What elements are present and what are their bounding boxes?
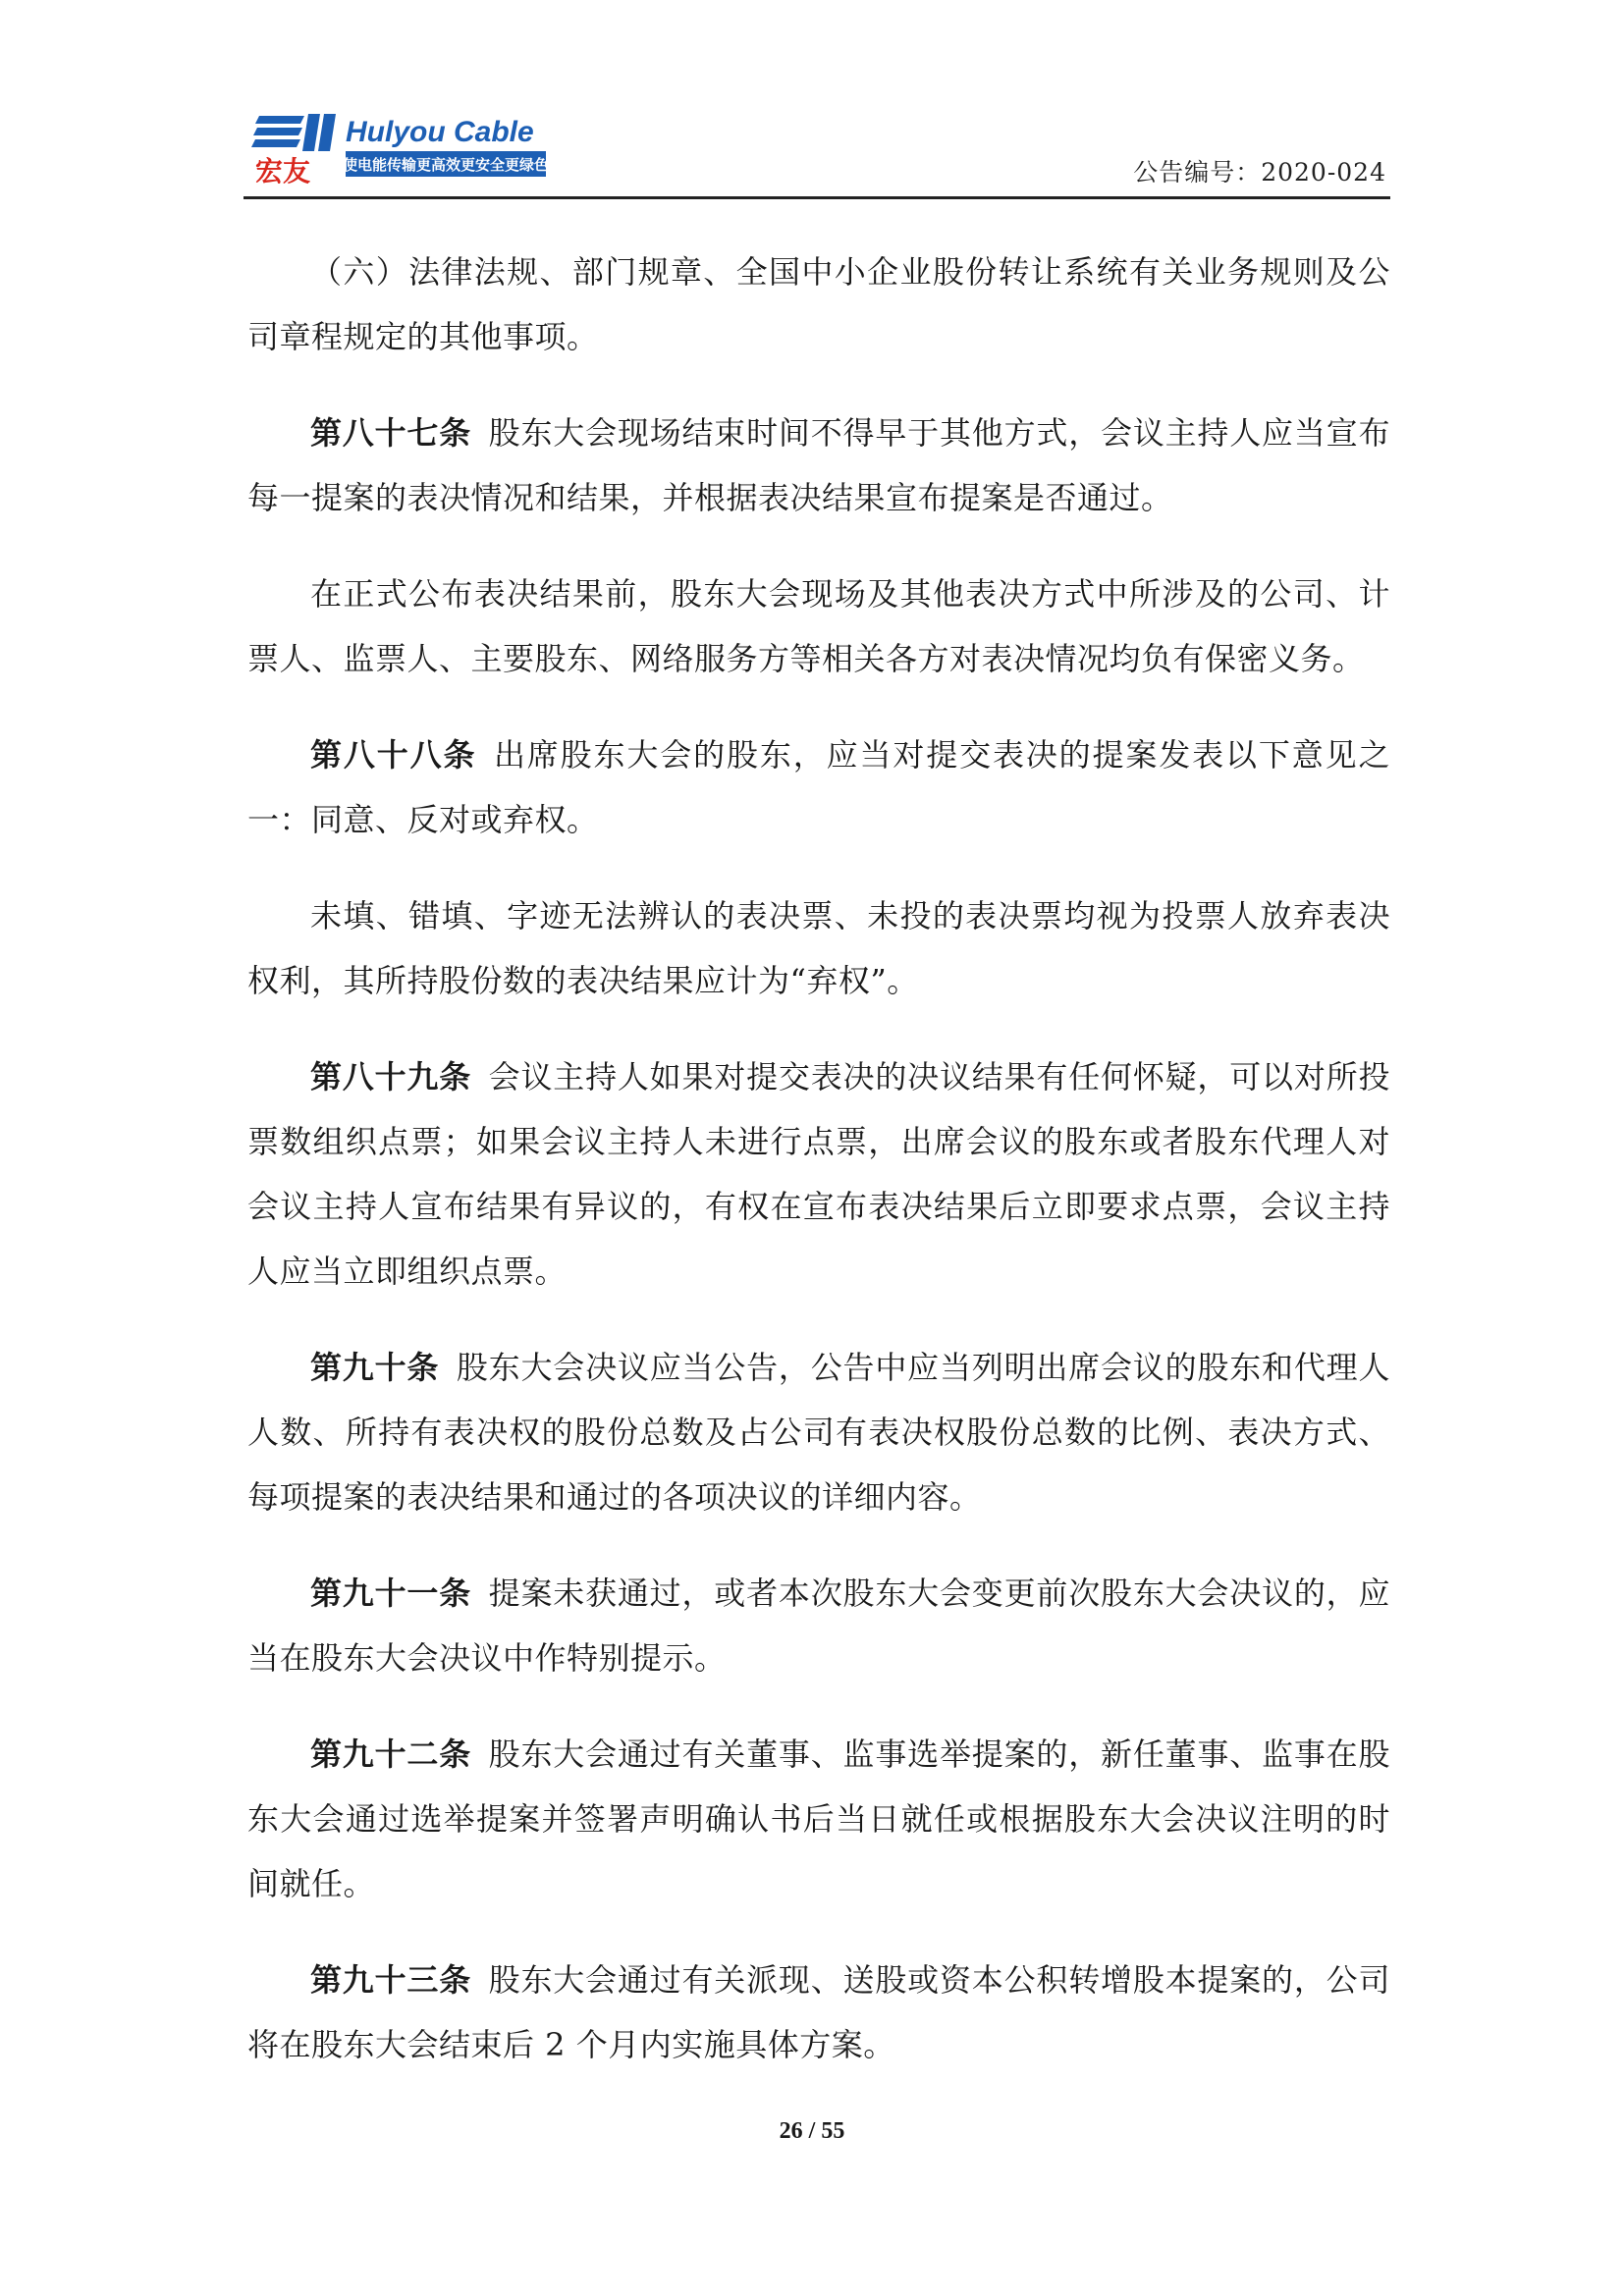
paragraph-text: 提案未获通过，或者本次股东大会变更前次股东大会决议的，应当在股东大会决议中作特别提示。 <box>247 1575 1390 1677</box>
article-title: 第九十二条 <box>310 1735 472 1773</box>
article-title: 第九十三条 <box>310 1961 472 1999</box>
paragraph <box>247 1044 1390 1304</box>
paragraph-text: 股东大会通过有关派现、送股或资本公积转增股本提案的，公司将在股东大会结束后 2 个月内实施具体方案。 <box>247 1961 1390 2063</box>
paragraph <box>247 400 1390 530</box>
article-title: 第九十一条 <box>310 1575 472 1612</box>
document-body <box>247 240 1390 2077</box>
paragraph-text: 在正式公布表决结果前，股东大会现场及其他表决方式中所涉及的公司、计票人、监票人、主要股东、网络服务方等相关各方对表决情况均负有保密义务。 <box>247 575 1390 677</box>
paragraph <box>247 240 1390 369</box>
paragraph <box>247 722 1390 852</box>
logo-slogan-text: 使电能传输更高效更安全更绿色 <box>342 156 550 174</box>
paragraph-text: 会议主持人如果对提交表决的决议结果有任何怀疑，可以对所投票数组织点票；如果会议主持人未进行点票，出席会议的股东或者股东代理人对会议主持人宣布结果有异议的，有权在宣布表决结果后立即要求点票，会议主持人应当立即组织点票。 <box>247 1058 1390 1290</box>
page-number: 26 / 55 <box>779 2118 845 2144</box>
paragraph <box>247 1335 1390 1529</box>
paragraph-text: 未填、错填、字迹无法辨认的表决票、未投的表决票均视为投票人放弃表决权利，其所持股份数的表决结果应计为“弃权”。 <box>247 897 1390 999</box>
paragraph-text: 股东大会通过有关董事、监事选举提案的，新任董事、监事在股东大会通过选举提案并签署声明确认书后当日就任或根据股东大会决议注明的时间就任。 <box>247 1735 1390 1902</box>
paragraph <box>247 1722 1390 1916</box>
logo-mark-icon <box>251 114 336 151</box>
logo-en-text: Hulyou Cable <box>346 116 534 148</box>
paragraph-text: 出席股东大会的股东，应当对提交表决的提案发表以下意见之一：同意、反对或弃权。 <box>247 736 1390 838</box>
announcement-number: 公告编号：2020-024 <box>1133 158 1386 187</box>
paragraph <box>247 883 1390 1013</box>
article-title: 第八十七条 <box>310 414 472 452</box>
paragraph <box>247 1561 1390 1690</box>
article-title: 第八十八条 <box>310 736 477 774</box>
paragraph <box>247 561 1390 691</box>
paragraph-text: 股东大会决议应当公告，公告中应当列明出席会议的股东和代理人人数、所持有表决权的股份总数及占公司有表决权股份总数的比例、表决方式、每项提案的表决结果和通过的各项决议的详细内容。 <box>247 1349 1390 1516</box>
paragraph-text: （六）法律法规、部门规章、全国中小企业股份转让系统有关业务规则及公司章程规定的其他事项。 <box>247 253 1390 355</box>
article-title: 第九十条 <box>310 1349 440 1386</box>
company-logo <box>249 110 564 187</box>
logo-cn-text: 宏友 <box>255 155 311 187</box>
page-header <box>244 106 1390 199</box>
paragraph <box>247 1948 1390 2077</box>
article-title: 第八十九条 <box>310 1058 472 1095</box>
paragraph-text: 股东大会现场结束时间不得早于其他方式，会议主持人应当宣布每一提案的表决情况和结果，并根据表决结果宣布提案是否通过。 <box>247 414 1390 516</box>
